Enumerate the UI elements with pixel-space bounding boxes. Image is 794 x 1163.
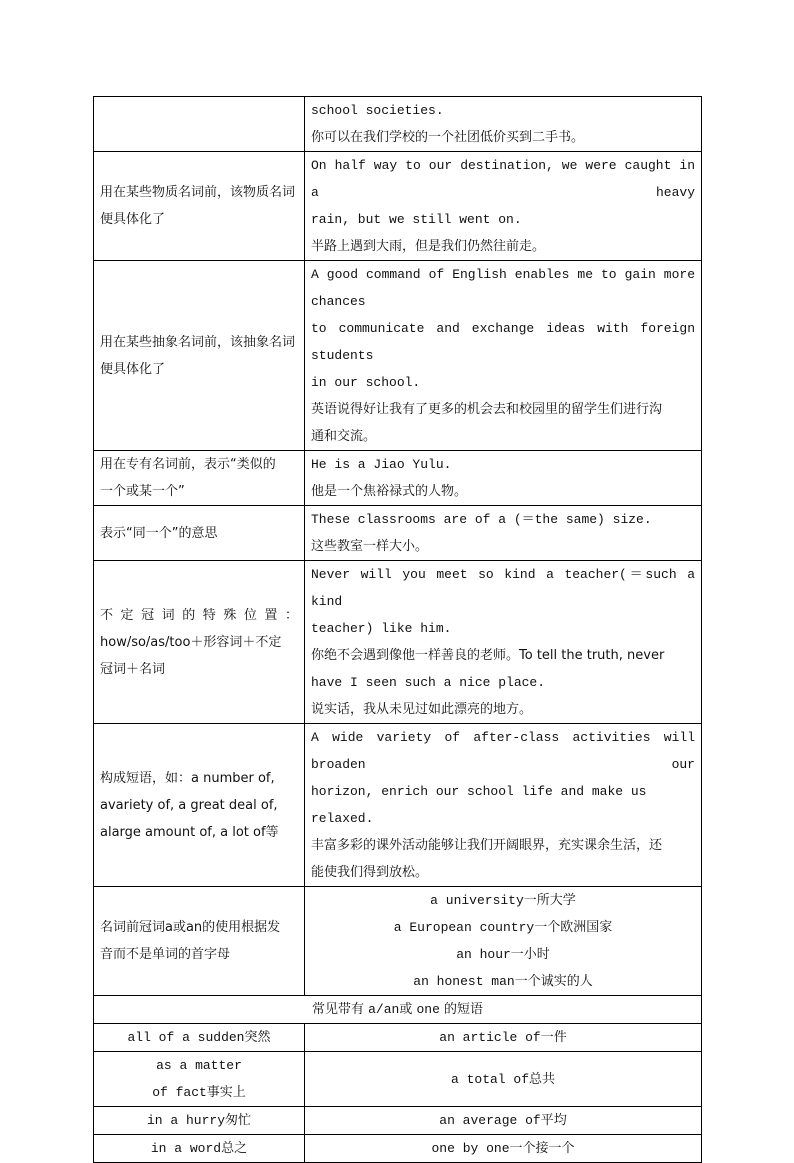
example-en: horizon, enrich our school life and make us relaxed.	[311, 784, 647, 826]
table-row	[94, 724, 702, 887]
phrase-en: a total of	[450, 1071, 529, 1087]
example-zh: 能使我们得到放松。	[311, 865, 429, 880]
example-cell	[305, 152, 702, 261]
header-text: 的短语	[439, 1002, 484, 1017]
usage-cell: 用在某些抽象名词前，该抽象名词便具体化了	[94, 261, 305, 451]
usage-cell	[94, 887, 305, 996]
phrase-row	[94, 1024, 702, 1052]
phrase-cell	[94, 1135, 305, 1163]
table-row	[94, 451, 702, 506]
phrase-cell	[94, 1024, 305, 1052]
example-en: He is a Jiao Yulu.	[311, 457, 452, 472]
phrase-zh: 总之	[221, 1141, 248, 1156]
example-en: a European country	[393, 920, 535, 935]
phrase-zh: 事实上	[206, 1085, 246, 1100]
example-zh: 一所大学	[523, 893, 576, 908]
example-en: rain, but we still went on.	[311, 212, 522, 227]
usage-cell	[94, 97, 305, 152]
table-row	[94, 506, 702, 561]
phrase-cell	[305, 1107, 702, 1135]
phrase-zh: 突然	[244, 1030, 271, 1045]
header-text: 常见带有	[311, 1002, 369, 1017]
example-cell	[305, 451, 702, 506]
example-zh: 说实话，我从未见过如此漂亮的地方。	[311, 702, 533, 717]
example-zh: 丰富多彩的课外活动能够让我们开阔眼界，充实课余生活，还	[311, 838, 663, 853]
example-en: teacher) like him.	[311, 621, 452, 636]
usage-line: how/so/as/too＋形容词＋不定	[100, 634, 282, 650]
example-zh: 半路上遇到大雨，但是我们仍然往前走。	[311, 239, 546, 254]
phrase-cell	[94, 1107, 305, 1135]
header-text: a/an	[368, 1002, 400, 1017]
phrase-en: in a word	[150, 1141, 222, 1156]
phrase-row	[94, 1052, 702, 1107]
example-cell	[305, 261, 702, 451]
article-usage-table	[93, 96, 702, 1163]
usage-line: 构成短语，如：a number of,	[100, 770, 275, 786]
phrases-header	[94, 996, 702, 1024]
header-text: one	[416, 1002, 440, 1017]
phrase-en: all of a sudden	[127, 1030, 245, 1045]
phrase-zh: 匆忙	[225, 1113, 252, 1128]
phrase-en: in a hurry	[146, 1113, 225, 1128]
usage-line: 不定冠词的特殊位置：	[100, 607, 298, 623]
example-en: an honest man	[413, 974, 515, 989]
example-en: an hour	[456, 947, 511, 962]
example-item	[311, 914, 695, 941]
usage-cell	[94, 724, 305, 887]
phrase-cell	[305, 1135, 702, 1163]
example-en: These classrooms are of a (＝the same) size.	[311, 512, 652, 527]
example-en: have I seen such a nice place.	[311, 675, 546, 690]
phrase-cell	[94, 1052, 305, 1107]
phrase-en: as a matter	[156, 1058, 242, 1073]
example-zh: 这些教室一样大小。	[311, 539, 429, 554]
example-cell	[305, 506, 702, 561]
example-item	[311, 968, 695, 995]
phrase-row	[94, 1107, 702, 1135]
table-row	[94, 97, 702, 152]
example-en: school societies.	[311, 103, 444, 118]
example-en: A good command of English enables me to gain more chances	[311, 267, 695, 309]
usage-line: 用在专有名词前，表示“类似的	[100, 457, 276, 472]
example-cell	[305, 887, 702, 996]
example-en: in our school.	[311, 375, 421, 390]
example-en: a university	[430, 893, 524, 908]
example-zh: 一个欧洲国家	[534, 920, 613, 935]
phrase-cell	[305, 1024, 702, 1052]
phrase-row	[94, 1135, 702, 1163]
example-zh: 一个诚实的人	[514, 974, 593, 989]
table-row	[94, 261, 702, 451]
header-text: 或	[399, 1002, 417, 1017]
phrase-en: of fact	[152, 1085, 207, 1100]
example-item	[311, 887, 695, 914]
usage-line: avariety of, a great deal of,	[100, 797, 278, 813]
example-en: On half way to our destination, we were caught in a heavy	[311, 158, 695, 200]
example-cell	[305, 724, 702, 887]
usage-line: 名词前冠词a或an的使用根据发	[100, 920, 281, 935]
usage-cell: 用在某些物质名词前，该物质名词便具体化了	[94, 152, 305, 261]
phrase-zh: 平均	[540, 1113, 567, 1128]
table-row	[94, 561, 702, 724]
example-zh: 一小时	[510, 947, 550, 962]
example-zh: 他是一个焦裕禄式的人物。	[311, 484, 468, 499]
phrase-en: one by one	[431, 1141, 510, 1156]
example-en: A wide variety of after-class activities will broaden our	[311, 730, 695, 772]
phrase-zh: 总共	[529, 1071, 556, 1087]
table-row	[94, 152, 702, 261]
table-row	[94, 996, 702, 1024]
example-zh: 通和交流。	[311, 429, 377, 444]
usage-line: 音而不是单词的首字母	[100, 947, 231, 962]
phrase-en: an article of	[439, 1030, 541, 1045]
example-item	[311, 941, 695, 968]
table-row	[94, 887, 702, 996]
usage-line: alarge amount of, a lot of等	[100, 824, 279, 840]
example-zh: 你可以在我们学校的一个社团低价买到二手书。	[311, 130, 585, 145]
example-cell	[305, 97, 702, 152]
example-cell	[305, 561, 702, 724]
usage-cell: 表示“同一个”的意思	[94, 506, 305, 561]
phrase-en: an average of	[439, 1113, 541, 1128]
phrase-zh: 一个接一个	[509, 1141, 575, 1156]
usage-line: 冠词＋名词	[100, 661, 166, 677]
example-mixed: 你绝不会遇到像他一样善良的老师。To tell the truth, never	[311, 648, 665, 663]
usage-line: 一个或某一个”	[100, 484, 185, 499]
example-zh: 英语说得好让我有了更多的机会去和校园里的留学生们进行沟	[311, 402, 663, 417]
usage-cell	[94, 561, 305, 724]
usage-cell	[94, 451, 305, 506]
phrase-cell	[305, 1052, 702, 1107]
example-en: to communicate and exchange ideas with foreign students	[311, 321, 695, 363]
phrase-zh: 一件	[540, 1030, 567, 1045]
example-en: Never will you meet so kind a teacher(＝such a kind	[311, 567, 695, 609]
